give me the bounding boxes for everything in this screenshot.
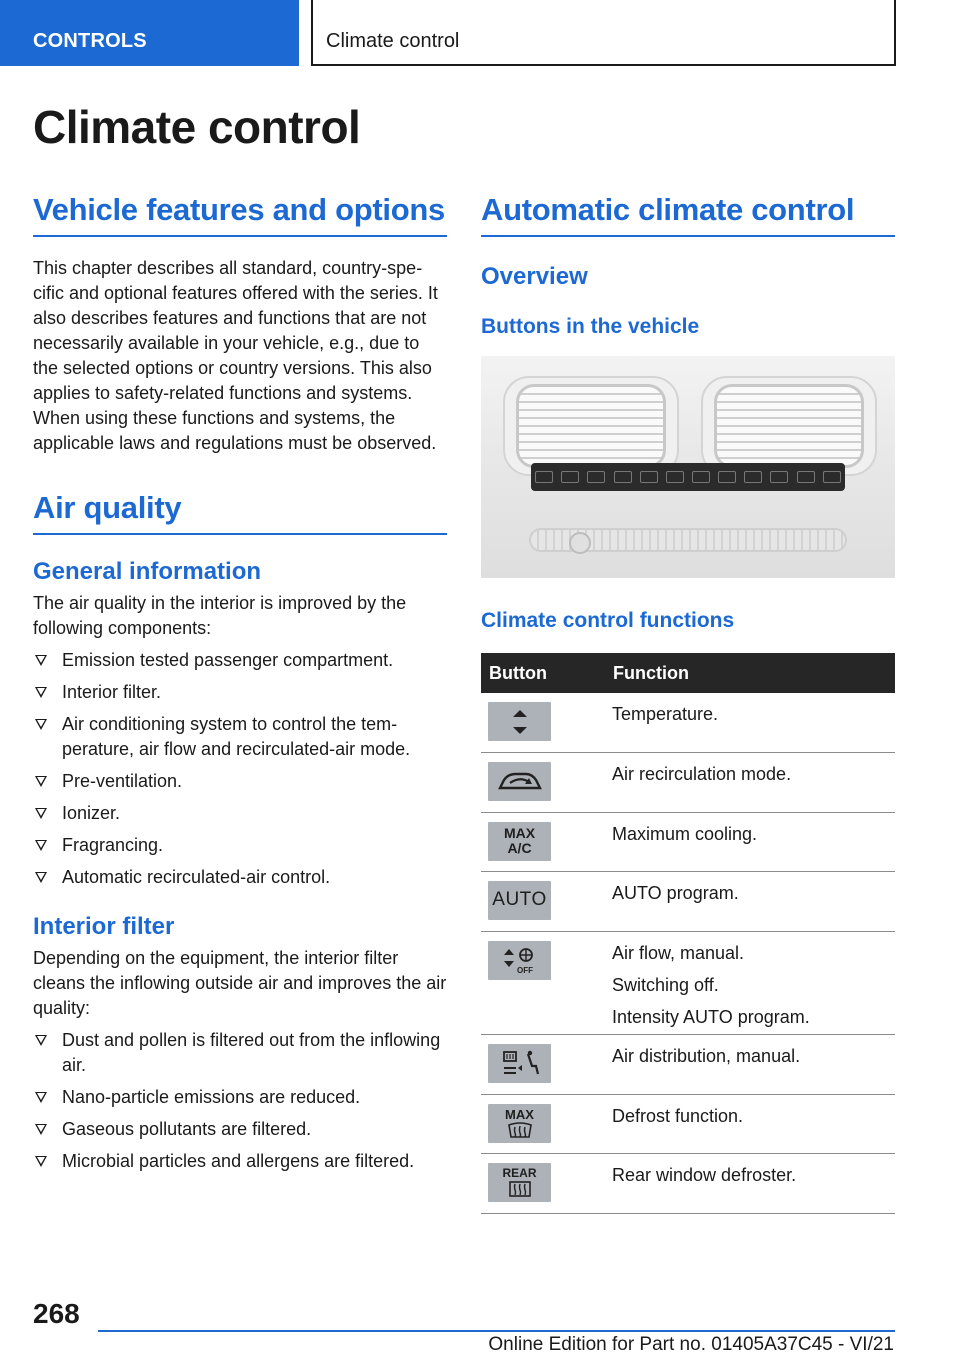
list-item: Nano-particle emissions are reduced.: [33, 1085, 447, 1110]
right-air-vent: [714, 384, 864, 468]
list-item: Microbial particles and allergens are filtered.: [33, 1149, 447, 1174]
interior-filter-heading: Interior filter: [33, 913, 175, 940]
left-column: [33, 192, 447, 1174]
fan-off-icon: [488, 941, 551, 980]
table-row: MAX A/C Maximum cooling.: [481, 812, 895, 871]
general-information-body: The air quality in the interior is improved by the following components:: [33, 593, 407, 638]
left-air-vent: [516, 384, 666, 468]
footer-divider: [98, 1330, 895, 1332]
air-quality-heading: Air quality: [33, 490, 447, 535]
column-header-function: Function: [599, 653, 895, 693]
table-header-row: [481, 653, 895, 693]
temperature-arrows-icon: [488, 702, 551, 741]
list-item: Ionizer.: [33, 801, 447, 826]
table-row: REAR Rear window defroster.: [481, 1153, 895, 1213]
triangle-bullet-icon: [35, 719, 47, 730]
automatic-climate-control-heading: Automatic climate control: [481, 192, 895, 237]
list-item: Interior filter.: [33, 680, 447, 705]
buttons-in-vehicle-heading: Buttons in the vehicle: [481, 315, 700, 338]
column-header-button: Button: [481, 653, 599, 693]
rear-defrost-icon: REAR: [488, 1163, 551, 1202]
list-item: Emission tested passenger compartment.: [33, 648, 447, 673]
triangle-bullet-icon: [35, 1156, 47, 1167]
triangle-bullet-icon: [35, 655, 47, 666]
triangle-bullet-icon: [35, 1035, 47, 1046]
chapter-tab[interactable]: CONTROLS: [0, 0, 299, 66]
triangle-bullet-icon: [35, 872, 47, 883]
functions-table: [481, 653, 895, 1214]
climate-control-functions-heading: Climate control functions: [481, 609, 735, 632]
list-item: Gaseous pollutants are filtered.: [33, 1117, 447, 1142]
section-title: Climate control: [311, 0, 896, 66]
triangle-bullet-icon: [35, 1092, 47, 1103]
general-information-heading: General information: [33, 558, 262, 585]
page-number: 268: [33, 1298, 80, 1329]
triangle-bullet-icon: [35, 840, 47, 851]
table-row: MAX Defrost function.: [481, 1094, 895, 1153]
air-distribution-icon: [488, 1044, 551, 1083]
page-header: [0, 0, 960, 66]
list-item: Dust and pollen is filtered out from the inflowing air.: [33, 1028, 447, 1078]
table-row: Temperature.: [481, 693, 895, 752]
triangle-bullet-icon: [35, 1124, 47, 1135]
list-item: Automatic recirculated-air control.: [33, 865, 447, 890]
filter-list: [33, 1028, 447, 1174]
triangle-bullet-icon: [35, 776, 47, 787]
table-row: OFF Air flow, manual. Switching off. Intensity AUTO program.: [481, 931, 895, 1034]
max-defrost-icon: MAX: [488, 1104, 551, 1143]
svg-text:OFF: OFF: [516, 966, 533, 975]
climate-panel-photo: [481, 356, 895, 578]
vehicle-features-heading: Vehicle features and options: [33, 192, 447, 237]
triangle-bullet-icon: [35, 687, 47, 698]
list-item: Pre-ventilation.: [33, 769, 447, 794]
recirculation-icon: [488, 762, 551, 801]
edition-text: Online Edition for Part no. 01405A37C45 - VI/21: [488, 1334, 894, 1355]
table-row: Air distribution, manual.: [481, 1034, 895, 1094]
list-item: Fragrancing.: [33, 833, 447, 858]
auto-icon: AUTO: [488, 881, 551, 920]
table-row: AUTO AUTO program.: [481, 871, 895, 931]
max-ac-icon: MAX A/C: [488, 822, 551, 861]
list-item: Air conditioning system to control the temperature, air flow and recirculated-air mode.: [33, 712, 447, 762]
components-list: [33, 648, 447, 890]
climate-button-strip: [531, 463, 845, 491]
interior-filter-body: Depending on the equipment, the interior filter cleans the inflowing outside air and improves the air quality:: [33, 948, 447, 1018]
volume-knob: [569, 532, 591, 554]
overview-heading: Overview: [481, 263, 588, 290]
triangle-bullet-icon: [35, 808, 47, 819]
vehicle-features-body: This chapter describes all standard, country-specific and optional features offered with the series. It also describes features and functions that are not necessarily available in your vehicle, e.g., due to the selected options or country versions. This also applies to safety-related functions and systems. When using these functions and systems, the applicable laws and regulations must be observed.: [33, 258, 438, 453]
table-row: Air recirculation mode.: [481, 752, 895, 812]
page-title: Climate control: [33, 101, 361, 153]
right-column: [481, 192, 895, 1214]
